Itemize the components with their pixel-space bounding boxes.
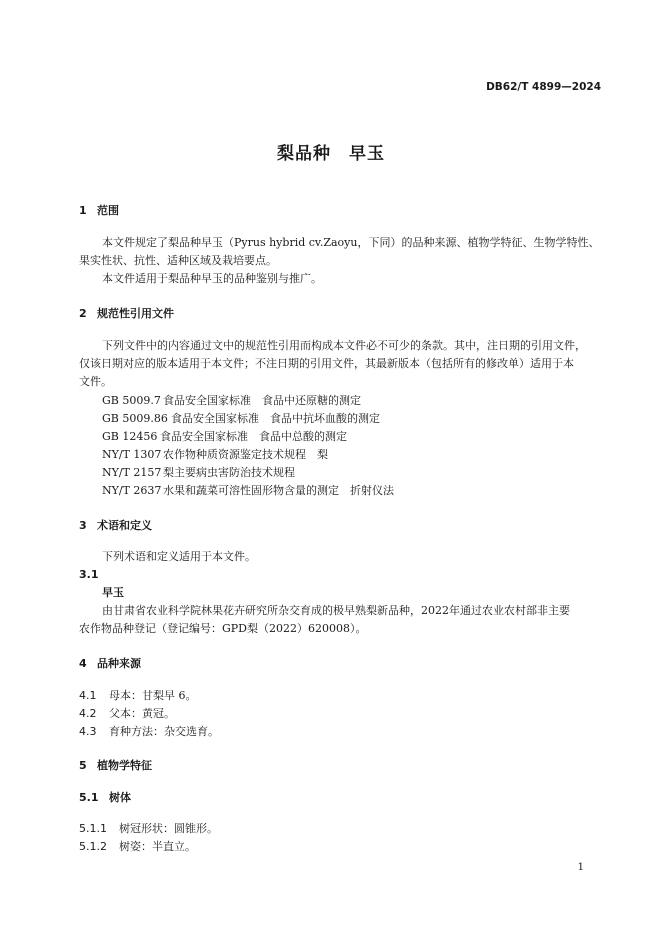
term-name: 早玉	[102, 586, 124, 599]
reference-code: GB 5009.7	[102, 394, 161, 407]
reference-item	[102, 464, 295, 480]
clause-text: 父本：黄冠。	[109, 707, 175, 720]
clause-number: 4.1	[79, 689, 97, 702]
reference-item	[102, 446, 328, 462]
reference-name: 食品安全国家标准 食品中还原糖的测定	[163, 394, 361, 407]
reference-code: NY/T 1307	[102, 448, 162, 461]
reference-name: 梨主要病虫害防治技术规程	[163, 466, 295, 479]
list-item	[79, 723, 219, 739]
list-item	[79, 838, 196, 854]
section-3-number: 3	[79, 519, 87, 532]
section-1-paragraph-1-line-1: 本文件规定了梨品种早玉（Pyrus hybrid cv.Zaoyu，下同）的品种来源、植物学特征、生物学特性、	[102, 236, 600, 249]
section-5-heading	[79, 757, 152, 773]
section-2-title: 规范性引用文件	[97, 307, 174, 320]
clause-number: 4.2	[79, 707, 97, 720]
reference-item	[102, 392, 361, 408]
reference-name: 食品安全国家标准 食品中总酸的测定	[160, 430, 347, 443]
clause-number: 5.1.2	[79, 840, 107, 853]
list-item	[79, 705, 175, 721]
section-5-title: 植物学特征	[97, 759, 152, 772]
reference-code: NY/T 2637	[102, 484, 162, 497]
reference-code: GB 5009.86	[102, 412, 168, 425]
clause-text: 育种方法：杂交选育。	[109, 725, 219, 738]
section-2-heading	[79, 305, 174, 321]
clause-number: 5.1.1	[79, 822, 107, 835]
term-definition-line-1: 由甘肃省农业科学院林果花卉研究所杂交育成的极早熟梨新品种，2022年通过农业农村部非主要	[102, 604, 570, 617]
section-2-paragraph-line-1: 下列文件中的内容通过文中的规范性引用而构成本文件必不可少的条款。其中，注日期的引用文件，	[102, 339, 586, 352]
section-2-paragraph-line-2: 仅该日期对应的版本适用于本文件；不注日期的引用文件，其最新版本（包括所有的修改单）适用于本	[79, 357, 574, 370]
clause-text: 树冠形状：圆锥形。	[119, 822, 218, 835]
reference-name: 农作物种质资源鉴定技术规程 梨	[163, 448, 328, 461]
reference-name: 水果和蔬菜可溶性固形物含量的测定 折射仪法	[163, 484, 394, 497]
subsection-title: 树体	[109, 791, 131, 804]
standard-code: DB62/T 4899—2024	[486, 81, 601, 93]
section-4-heading	[79, 655, 141, 671]
section-3-intro: 下列术语和定义适用于本文件。	[102, 550, 256, 563]
section-3-heading	[79, 517, 152, 533]
term-number: 3.1	[79, 568, 99, 581]
reference-code: GB 12456	[102, 430, 158, 443]
list-item	[79, 687, 197, 703]
list-item	[79, 820, 218, 836]
section-3-title: 术语和定义	[97, 519, 152, 532]
section-2-number: 2	[79, 307, 87, 320]
section-1-paragraph-2: 本文件适用于梨品种早玉的品种鉴别与推广。	[102, 272, 322, 285]
document-title: 梨品种 早玉	[277, 144, 385, 164]
section-1-paragraph-1-line-2: 果实性状、抗性、适种区域及栽培要点。	[79, 254, 277, 267]
section-2-paragraph-line-3: 文件。	[79, 375, 112, 388]
subsection-5-1-heading	[79, 789, 131, 805]
reference-item	[102, 428, 347, 444]
page-number: 1	[577, 862, 584, 873]
reference-item	[102, 482, 394, 498]
clause-text: 树姿：半直立。	[119, 840, 196, 853]
reference-name: 食品安全国家标准 食品中抗坏血酸的测定	[171, 412, 380, 425]
section-1-title: 范围	[97, 204, 119, 217]
section-1-number: 1	[79, 204, 87, 217]
clause-text: 母本：甘梨早 6。	[109, 689, 197, 702]
term-definition-line-2: 农作物品种登记（登记编号：GPD梨（2022）620008）。	[79, 622, 367, 635]
section-1-heading	[79, 202, 119, 218]
section-5-number: 5	[79, 759, 87, 772]
clause-number: 4.3	[79, 725, 97, 738]
section-4-number: 4	[79, 657, 87, 670]
section-4-title: 品种来源	[97, 657, 141, 670]
subsection-number: 5.1	[79, 791, 99, 804]
reference-item	[102, 410, 380, 426]
reference-code: NY/T 2157	[102, 466, 162, 479]
